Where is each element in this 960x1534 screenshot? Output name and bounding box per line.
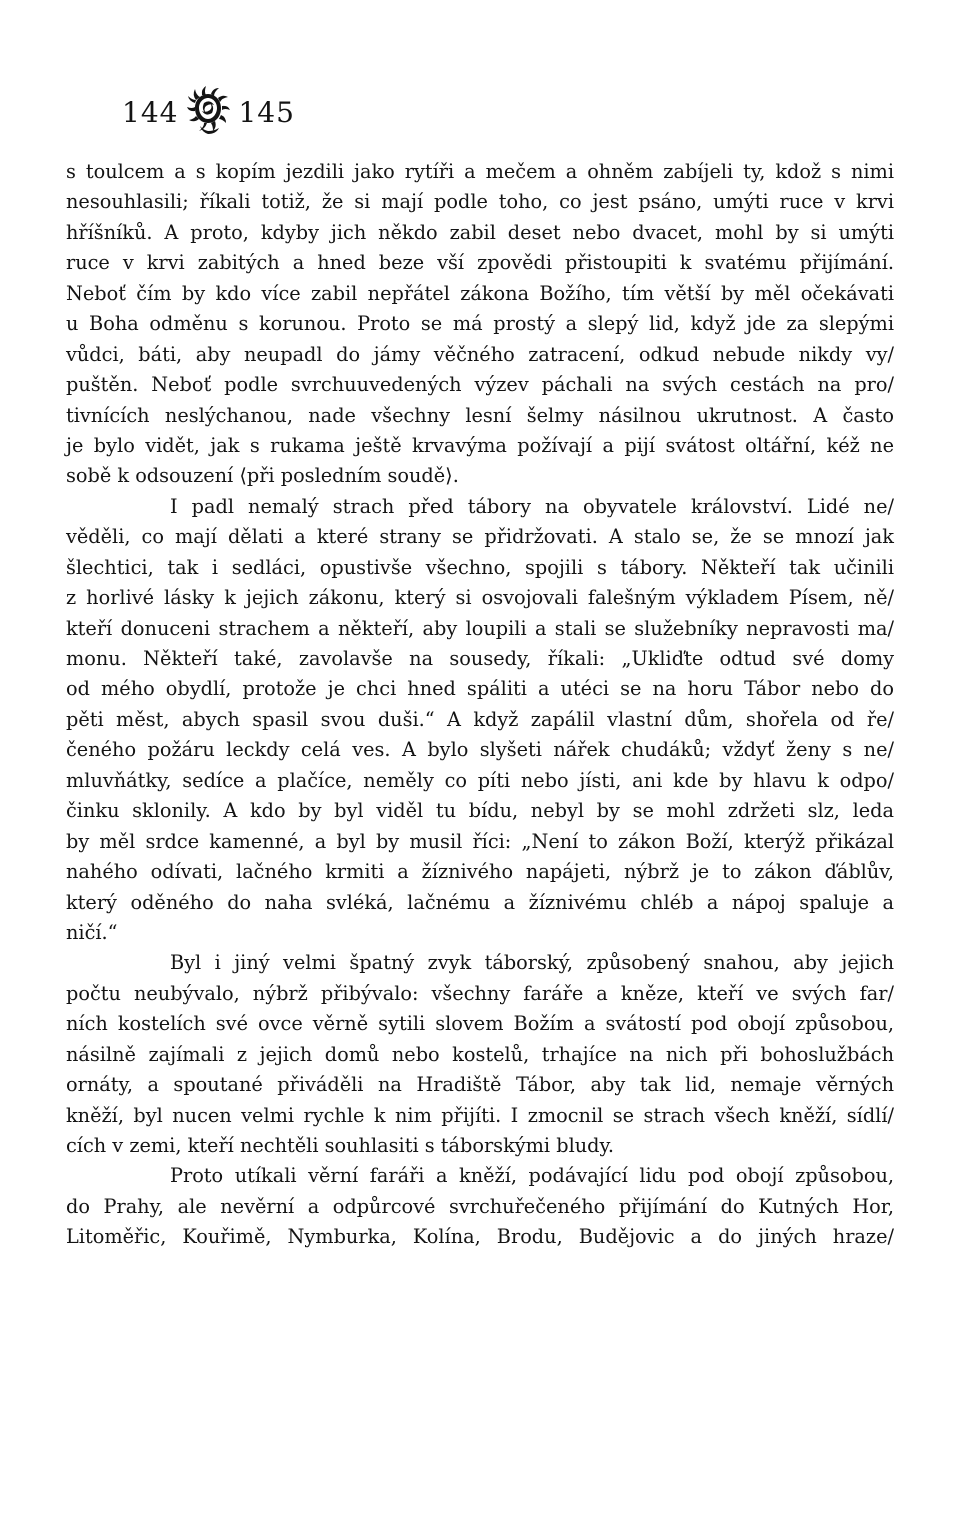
text-line: ních kostelích své ovce věrně sytili slovem Božím a svátostí pod obojí způsobou,	[66, 1012, 894, 1036]
text-line: tivnících neslýchanou, nade všechny lesní šelmy násilnou ukrutnost. A často	[66, 403, 894, 427]
text-line: od mého obydlí, protože je chci hned spáliti a utéci se na horu Tábor nebo do	[66, 677, 894, 701]
text-line: kteří donuceni strachem a někteří, aby loupili a stali se služebníky nepravosti ma/	[66, 616, 894, 640]
text-line: kněží, byl nucen velmi rychle k nim přijíti. I zmocnil se strach všech kněží, sídlí/	[66, 1103, 894, 1127]
text-line: ornáty, a spoutané přiváděli na Hradiště Tábor, aby tak lid, nemaje věrných	[66, 1073, 894, 1097]
text-line: u Boha odměnu s korunou. Proto se má prostý a slepý lid, když jde za slepými	[66, 312, 894, 336]
text-line: Litoměřic, Kouřimě, Nymburka, Kolína, Brodu, Budějovic a do jiných hraze/	[66, 1225, 894, 1249]
text-line: ničí.“	[66, 920, 118, 944]
text-line: z horlivé lásky k jejich zákonu, který si osvojovali falešným výkladem Písem, ně/	[66, 586, 894, 610]
text-line: je bylo vidět, jak s rukama ještě krvavýma požívají a pijí svátost oltářní, kéž ne	[66, 433, 894, 457]
text-line: vůdci, báti, aby neupadl do jámy věčného zatracení, odkud nebude nikdy vy/	[66, 342, 894, 366]
text-line: ruce v krvi zabitých a hned beze vší zpovědi přistoupiti k svatému přijímání.	[66, 251, 894, 275]
text-line: nahého odívati, lačného krmiti a žíznivého napájeti, nýbrž je to zákon ďáblův,	[66, 860, 894, 884]
page-header	[122, 86, 295, 138]
text-line: pěti měst, abych spasil svou duši.“ A když zapálil vlastní dům, shořela od ře/	[66, 707, 894, 731]
text-line: šlechtici, tak i sedláci, opustivše všechno, spojili s tábory. Někteří tak učinili	[66, 555, 894, 579]
text-line: sobě k odsouzení ⟨při posledním soudě⟩.	[66, 464, 459, 488]
text-line: Proto utíkali věrní faráři a kněží, podávající lidu pod obojí způsobou,	[170, 1164, 894, 1188]
page-number-right: 145	[238, 95, 295, 129]
text-line: který oděného do naha svléká, lačnému a žíznivému chléb a nápoj spaluje a	[66, 890, 894, 914]
body-text	[66, 157, 894, 1253]
text-line: násilně zajímali z jejich domů nebo kostelů, trhajíce na nich při bohoslužbách	[66, 1042, 894, 1066]
text-line: I padl nemalý strach před tábory na obyvatele království. Lidé ne/	[170, 494, 894, 518]
text-line: čeného požáru leckdy celá ves. A bylo slyšeti nářek chudáků; vždyť ženy s ne/	[66, 738, 894, 762]
text-line: hříšníků. A proto, kdyby jich někdo zabil deset nebo dvacet, mohl by si umýti	[66, 220, 894, 244]
text-line: počtu neubývalo, nýbrž přibývalo: všechny faráře a kněze, kteří ve svých far/	[66, 981, 894, 1005]
text-line: věděli, co mají dělati a které strany se přidržovati. A stalo se, že se mnozí jak	[66, 525, 894, 549]
text-line: mluvňátky, sedíce a plačíce, neměly co píti nebo jísti, ani kde by hlavu k odpo/	[66, 768, 894, 792]
page-number-left: 144	[122, 95, 179, 129]
text-line: Byl i jiný velmi špatný zvyk táborský, způsobený snahou, aby jejich	[170, 951, 894, 975]
paragraph	[66, 157, 894, 492]
text-line: puštěn. Neboť podle svrchuuvedených výzev páchali na svých cestách na pro/	[66, 373, 894, 397]
text-line: monu. Někteří také, zavolavše na sousedy, říkali: „Ukliďte odtud své domy	[66, 647, 894, 670]
text-line: by měl srdce kamenné, a byl by musil říci: „Není to zákon Boží, kterýž přikázal	[66, 829, 894, 853]
text-line: činku sklonily. A kdo by byl viděl tu bídu, nebyl by se mohl zdržeti slz, leda	[66, 799, 894, 823]
paragraph	[66, 1161, 894, 1252]
text-line: s toulcem a s kopím jezdili jako rytíři a mečem a ohněm zabíjeli ty, kdož s nimi	[66, 160, 894, 183]
swirl-ornament-icon	[186, 86, 230, 138]
text-line: Neboť čím by kdo více zabil nepřátel zákona Božího, tím větší by měl očekávati	[66, 281, 894, 305]
paragraph	[66, 948, 894, 1161]
text-line: nesouhlasili; říkali totiž, že si mají podle toho, co jest psáno, umýti ruce v krvi	[66, 190, 894, 214]
text-line: do Prahy, ale nevěrní a odpůrcové svrchuřečeného přijímání do Kutných Hor,	[66, 1194, 894, 1218]
paragraph	[66, 492, 894, 949]
text-line: cích v zemi, kteří nechtěli souhlasiti s táborskými bludy.	[66, 1134, 614, 1157]
